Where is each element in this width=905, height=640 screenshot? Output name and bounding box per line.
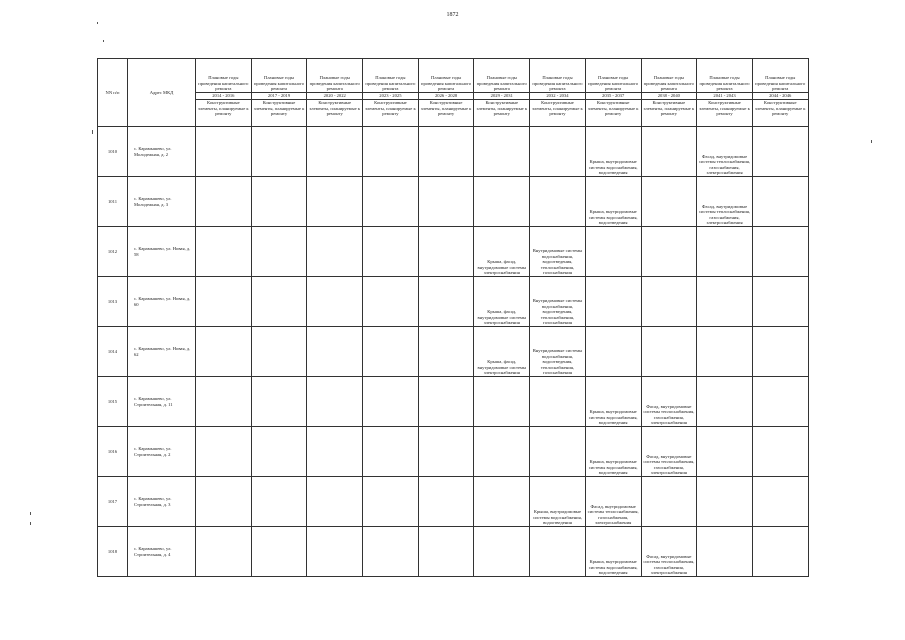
table-row [98, 327, 809, 377]
scan-speck [30, 522, 31, 525]
repair-elements-cell [251, 327, 307, 377]
period-title: Плановые годы проведения капитального ремонта [641, 59, 697, 93]
repair-elements-cell: Крыша, внутридомовые системы водоснабжения, водоотведения [585, 127, 641, 177]
repair-elements-cell [530, 127, 586, 177]
repair-elements-cell: Фасад, внутридомовые системы теплоснабжения, газоснабжения, электроснабжения [697, 127, 753, 177]
period-title: Плановые годы проведения капитального ремонта [530, 59, 586, 93]
repair-elements-cell [307, 477, 363, 527]
period-title: Плановые годы проведения капитального ремонта [251, 59, 307, 93]
repair-elements-cell [251, 377, 307, 427]
period-years: 2014 - 2016 [196, 93, 252, 100]
row-number: 1015 [98, 377, 128, 427]
repair-elements-cell [752, 377, 808, 427]
period-title: Плановые годы проведения капитального ремонта [752, 59, 808, 93]
repair-elements-cell [251, 277, 307, 327]
repair-elements-cell [474, 177, 530, 227]
period-elements-label: Конструктивные элементы, планируемые к ремонту [418, 100, 474, 127]
period-elements-label: Конструктивные элементы, планируемые к ремонту [196, 100, 252, 127]
repair-elements-cell [641, 477, 697, 527]
scan-speck [103, 40, 104, 42]
repair-elements-cell [585, 227, 641, 277]
repair-elements-cell [697, 227, 753, 277]
repair-elements-cell [418, 327, 474, 377]
table-header [98, 59, 809, 127]
repair-elements-cell [251, 177, 307, 227]
row-address: с. Карамышево, ул. Строительная, д. 4 [128, 527, 196, 577]
repair-elements-cell: Фасад, внутридомовые системы теплоснабжения, газоснабжения, электроснабжения [641, 377, 697, 427]
repair-elements-cell [474, 477, 530, 527]
repair-elements-cell [196, 377, 252, 427]
repair-elements-cell [418, 377, 474, 427]
period-years: 2038 - 2040 [641, 93, 697, 100]
repair-elements-cell [363, 177, 419, 227]
repair-elements-cell [418, 177, 474, 227]
repair-elements-cell [418, 227, 474, 277]
repair-elements-cell [196, 127, 252, 177]
repair-elements-cell: Фасад, внутридомовые системы теплоснабжения, газоснабжения, электроснабжения [641, 427, 697, 477]
repair-elements-cell: Фасад, внутридомовые системы теплоснабжения, газоснабжения, электроснабжения [585, 477, 641, 527]
repair-elements-cell [530, 527, 586, 577]
repair-elements-cell: Крыша, внутридомовые системы водоснабжения, водоотведения [585, 427, 641, 477]
repair-elements-cell [752, 127, 808, 177]
repair-elements-cell [251, 127, 307, 177]
repair-elements-cell: Крыша, внутридомовые системы водоснабжения, водоотведения [530, 477, 586, 527]
row-address: с. Карамышево, ул. Новая, д. 58 [128, 227, 196, 277]
period-elements-label: Конструктивные элементы, планируемые к ремонту [752, 100, 808, 127]
period-elements-label: Конструктивные элементы, планируемые к ремонту [585, 100, 641, 127]
repair-elements-cell [363, 277, 419, 327]
repair-elements-cell [697, 527, 753, 577]
repair-elements-cell [363, 127, 419, 177]
row-address: с. Карамышево, ул. Новая, д. 62 [128, 327, 196, 377]
table-row [98, 127, 809, 177]
repair-elements-cell [474, 427, 530, 477]
period-elements-label: Конструктивные элементы, планируемые к ремонту [363, 100, 419, 127]
repair-elements-cell [752, 277, 808, 327]
repair-elements-cell [307, 527, 363, 577]
repair-elements-cell [697, 277, 753, 327]
repair-elements-cell [251, 477, 307, 527]
period-years: 2035 - 2037 [585, 93, 641, 100]
repair-elements-cell [307, 377, 363, 427]
period-elements-label: Конструктивные элементы, планируемые к ремонту [251, 100, 307, 127]
repair-elements-cell [752, 177, 808, 227]
repair-elements-cell [474, 377, 530, 427]
scan-speck [97, 22, 98, 24]
table-row [98, 277, 809, 327]
repair-elements-cell: Внутридомовые системы водоснабжения, водоотведения, теплоснабжения, газоснабжения [530, 227, 586, 277]
repair-elements-cell [363, 377, 419, 427]
repair-elements-cell: Крыша, внутридомовые системы водоснабжения, водоотведения [585, 527, 641, 577]
repair-elements-cell [752, 327, 808, 377]
repair-elements-cell: Фасад, внутридомовые системы теплоснабжения, газоснабжения, электроснабжения [697, 177, 753, 227]
repair-elements-cell [363, 327, 419, 377]
repair-elements-cell [307, 127, 363, 177]
row-number: 1010 [98, 127, 128, 177]
repair-elements-cell [307, 427, 363, 477]
repair-elements-cell: Внутридомовые системы водоснабжения, водоотведения, теплоснабжения, газоснабжения [530, 277, 586, 327]
row-address: с. Карамышево, ул. Молодежная, д. 2 [128, 127, 196, 177]
repair-elements-cell [196, 177, 252, 227]
repair-elements-cell [251, 427, 307, 477]
repair-elements-cell: Крыша, фасад, внутридомовые системы электроснабжения [474, 327, 530, 377]
repair-elements-cell [307, 327, 363, 377]
repair-elements-cell [752, 227, 808, 277]
table-row [98, 427, 809, 477]
row-number: 1013 [98, 277, 128, 327]
period-years: 2017 - 2019 [251, 93, 307, 100]
period-years: 2029 - 2031 [474, 93, 530, 100]
repair-elements-cell: Крыша, внутридомовые системы водоснабжения, водоотведения [585, 177, 641, 227]
repair-elements-cell [307, 177, 363, 227]
row-address: с. Карамышево, ул. Молодежная, д. 3 [128, 177, 196, 227]
period-elements-label: Конструктивные элементы, планируемые к ремонту [641, 100, 697, 127]
row-number: 1016 [98, 427, 128, 477]
row-number: 1018 [98, 527, 128, 577]
period-years: 2020 - 2022 [307, 93, 363, 100]
repair-elements-cell [752, 427, 808, 477]
repair-elements-cell [641, 177, 697, 227]
repair-elements-cell [307, 277, 363, 327]
scan-speck [871, 140, 872, 143]
period-years: 2044 - 2046 [752, 93, 808, 100]
row-number: 1012 [98, 227, 128, 277]
repair-elements-cell [418, 127, 474, 177]
row-number: 1017 [98, 477, 128, 527]
repair-elements-cell [697, 377, 753, 427]
repair-elements-cell [196, 427, 252, 477]
repair-elements-cell [418, 477, 474, 527]
repair-elements-cell [641, 127, 697, 177]
repair-elements-cell [251, 527, 307, 577]
period-years: 2026 - 2028 [418, 93, 474, 100]
table-row [98, 477, 809, 527]
repair-elements-cell [363, 477, 419, 527]
repair-elements-cell [474, 527, 530, 577]
table-row [98, 177, 809, 227]
row-address: с. Карамышево, ул. Строительная, д. 3 [128, 477, 196, 527]
repair-elements-cell [196, 277, 252, 327]
repair-schedule-table [97, 58, 809, 577]
repair-elements-cell [697, 427, 753, 477]
repair-elements-cell [363, 227, 419, 277]
scan-speck [30, 512, 31, 515]
repair-elements-cell: Внутридомовые системы водоснабжения, водоотведения, теплоснабжения, газоснабжения [530, 327, 586, 377]
repair-elements-cell [363, 527, 419, 577]
period-title: Плановые годы проведения капитального ремонта [697, 59, 753, 93]
repair-elements-cell [530, 177, 586, 227]
period-title: Плановые годы проведения капитального ремонта [363, 59, 419, 93]
period-title: Плановые годы проведения капитального ремонта [196, 59, 252, 93]
row-address: с. Карамышево, ул. Новая, д. 60 [128, 277, 196, 327]
repair-elements-cell [196, 227, 252, 277]
repair-elements-cell [196, 527, 252, 577]
period-title: Плановые годы проведения капитального ремонта [418, 59, 474, 93]
table-body [98, 127, 809, 577]
period-title: Плановые годы проведения капитального ремонта [474, 59, 530, 93]
repair-elements-cell [474, 127, 530, 177]
period-title: Плановые годы проведения капитального ремонта [585, 59, 641, 93]
period-years: 2041 - 2043 [697, 93, 753, 100]
table-row [98, 377, 809, 427]
period-years: 2032 - 2034 [530, 93, 586, 100]
repair-elements-cell [530, 377, 586, 427]
repair-elements-cell [196, 477, 252, 527]
repair-elements-cell [418, 527, 474, 577]
repair-elements-cell [418, 277, 474, 327]
table-row [98, 227, 809, 277]
period-elements-label: Конструктивные элементы, планируемые к ремонту [474, 100, 530, 127]
repair-elements-cell [196, 327, 252, 377]
column-header-number: NN п/п [98, 59, 128, 127]
repair-elements-cell [641, 227, 697, 277]
scan-speck [92, 130, 93, 134]
repair-elements-cell: Крыша, фасад, внутридомовые системы электроснабжения [474, 277, 530, 327]
period-elements-label: Конструктивные элементы, планируемые к ремонту [530, 100, 586, 127]
repair-elements-cell [251, 227, 307, 277]
repair-elements-cell [530, 427, 586, 477]
repair-elements-cell: Крыша, внутридомовые системы водоснабжения, водоотведения [585, 377, 641, 427]
column-header-address: Адрес МКД [128, 59, 196, 127]
row-number: 1014 [98, 327, 128, 377]
period-title: Плановые годы проведения капитального ремонта [307, 59, 363, 93]
page-number: 1872 [446, 12, 459, 18]
row-number: 1011 [98, 177, 128, 227]
repair-elements-cell [697, 477, 753, 527]
repair-elements-cell [697, 327, 753, 377]
repair-elements-cell [585, 327, 641, 377]
repair-elements-cell [641, 327, 697, 377]
period-elements-label: Конструктивные элементы, планируемые к ремонту [697, 100, 753, 127]
period-years: 2023 - 2025 [363, 93, 419, 100]
repair-elements-cell [363, 427, 419, 477]
table-row [98, 527, 809, 577]
row-address: с. Карамышево, ул. Строительная, д. 2 [128, 427, 196, 477]
repair-elements-cell [307, 227, 363, 277]
period-elements-label: Конструктивные элементы, планируемые к ремонту [307, 100, 363, 127]
repair-elements-cell [641, 277, 697, 327]
repair-elements-cell [585, 277, 641, 327]
repair-elements-cell [418, 427, 474, 477]
repair-elements-cell: Фасад, внутридомовые системы теплоснабжения, газоснабжения, электроснабжения [641, 527, 697, 577]
repair-elements-cell [752, 527, 808, 577]
repair-elements-cell [752, 477, 808, 527]
repair-elements-cell: Крыша, фасад, внутридомовые системы электроснабжения [474, 227, 530, 277]
row-address: с. Карамышево, ул. Строительная, д. 11 [128, 377, 196, 427]
